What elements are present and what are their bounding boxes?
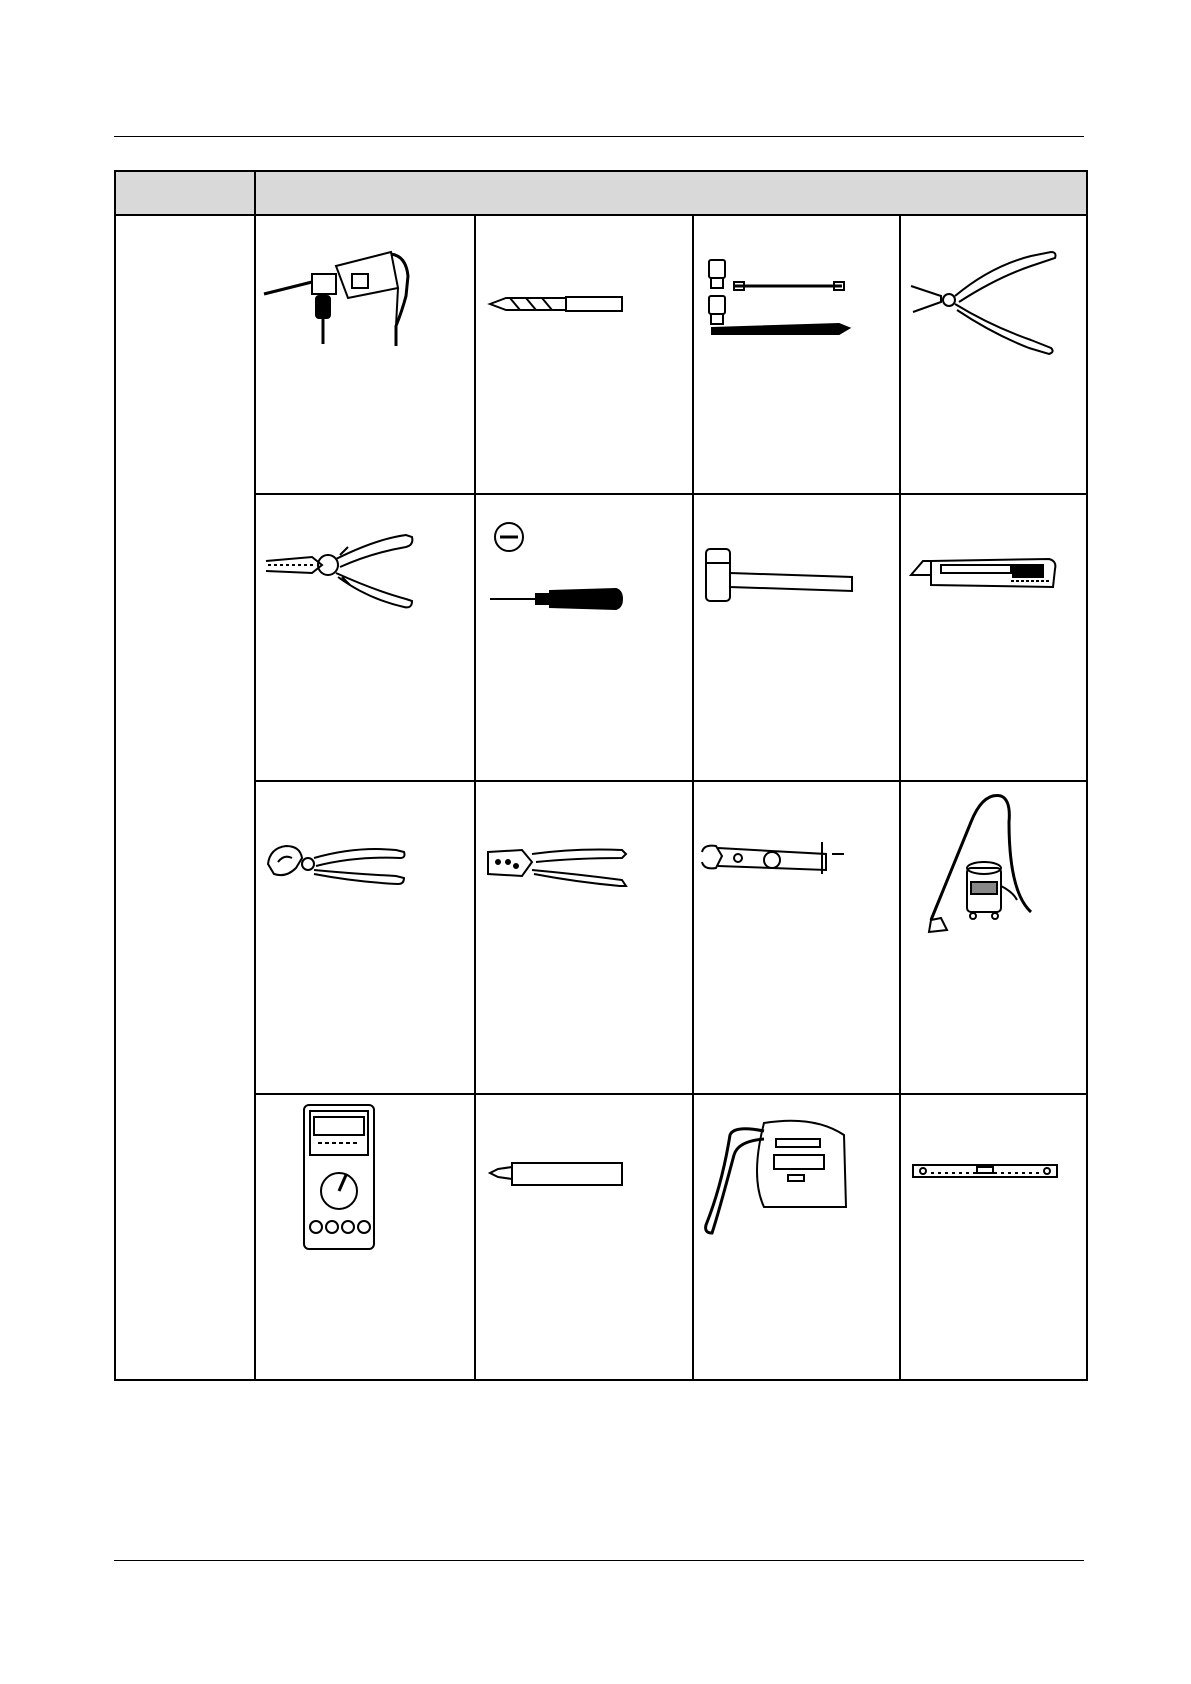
tool-cell: [900, 781, 1087, 1094]
footer-rule: [114, 1560, 1084, 1561]
level-icon: [901, 1095, 1084, 1379]
tool-cell: [255, 215, 475, 494]
flat-head-screwdriver-icon: [476, 495, 690, 780]
cable-cutter-icon: [256, 782, 472, 1093]
tool-cell: [900, 215, 1087, 494]
tool-cell: [475, 215, 693, 494]
tool-cell: [900, 494, 1087, 781]
category-cell: [115, 215, 255, 1380]
open-end-wrench-icon: [694, 782, 897, 1093]
tools-table: [114, 170, 1088, 1381]
measuring-tape-icon: [694, 1095, 897, 1379]
tool-cell: [255, 781, 475, 1094]
tool-cell: [475, 494, 693, 781]
tool-cell: [693, 1094, 900, 1380]
utility-knife-icon: [901, 495, 1084, 780]
tool-cell: [900, 1094, 1087, 1380]
marker-icon: [476, 1095, 690, 1379]
diagonal-pliers-icon: [901, 216, 1084, 493]
multimeter-icon: [256, 1095, 472, 1379]
tool-cell: [255, 494, 475, 781]
tool-cell: [475, 781, 693, 1094]
hammer-drill-icon: [256, 216, 472, 493]
header-cell-tools: [255, 171, 1087, 215]
header-cell-category: [115, 171, 255, 215]
tool-cell: [693, 215, 900, 494]
tool-cell: [693, 494, 900, 781]
vacuum-cleaner-icon: [901, 782, 1084, 1093]
crimping-tool-icon: [476, 782, 690, 1093]
wire-stripper-icon: [256, 495, 472, 780]
socket-wrench-set-icon: [694, 216, 897, 493]
drill-bit-icon: [476, 216, 690, 493]
header-rule: [114, 136, 1084, 137]
tool-cell: [475, 1094, 693, 1380]
tool-cell: [693, 781, 900, 1094]
rubber-mallet-icon: [694, 495, 897, 780]
tool-cell: [255, 1094, 475, 1380]
